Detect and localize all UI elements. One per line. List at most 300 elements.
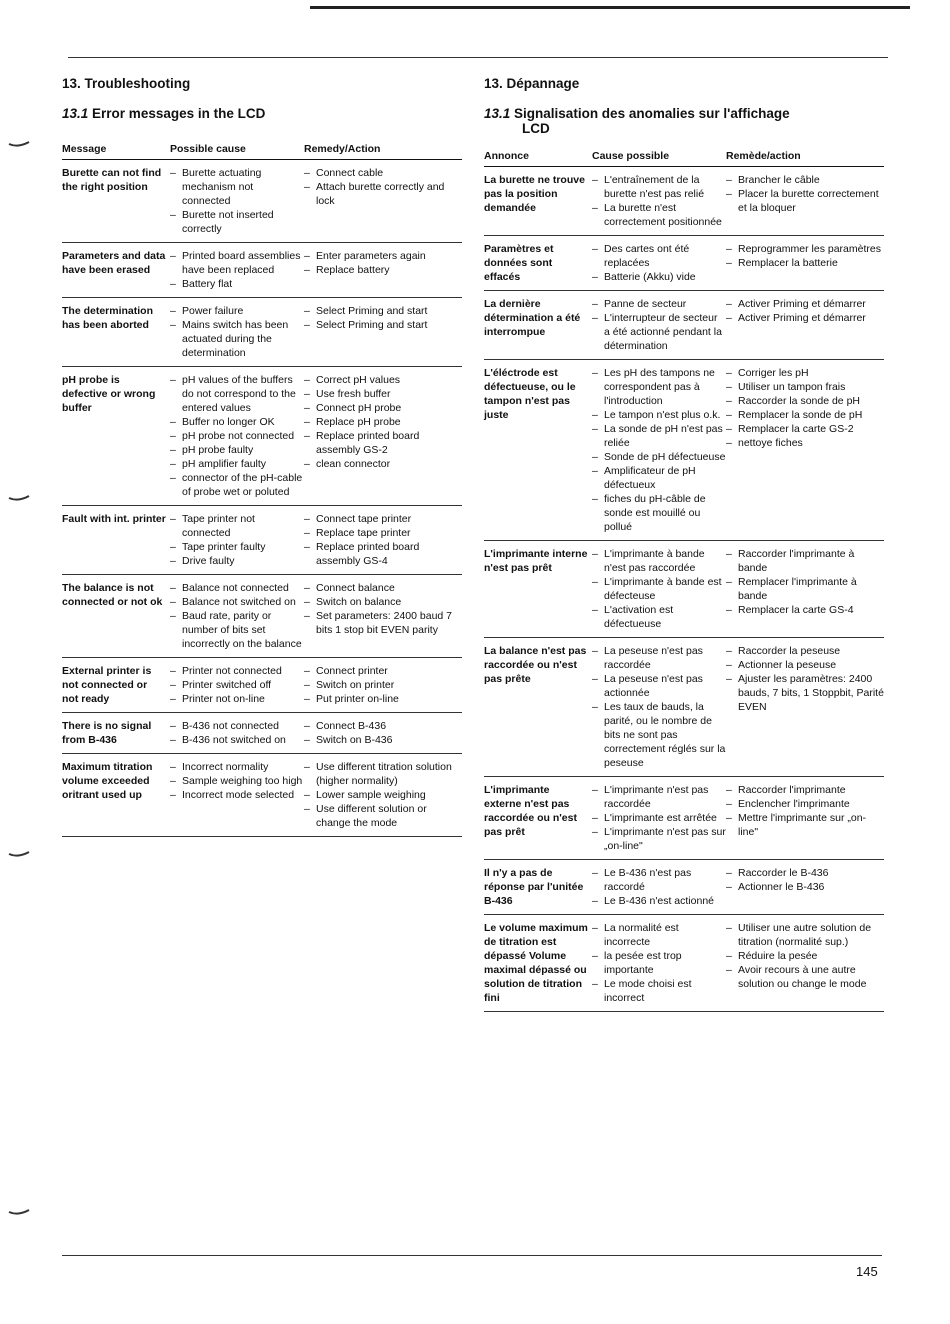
cause-text: Le tampon n'est plus o.k. [604,409,721,421]
dash-bullet: – [170,430,176,442]
table-row [62,367,462,506]
cause-text: Des cartes ont été replacées [604,243,690,269]
dash-bullet: – [726,922,732,934]
dash-bullet: – [304,803,310,815]
cause-text: L'activation est défectueuse [604,604,674,630]
cause-text: pH values of the buffers do not correspond to the entered values [182,374,296,414]
dash-bullet: – [592,367,598,379]
subsection-text: Error messages in the LCD [92,106,266,121]
remedy-text: Mettre l'imprimante sur „on-line" [738,812,867,838]
binder-hole-mark [8,850,30,858]
remedy-item [304,760,462,788]
cause-cell [592,360,726,541]
cause-item [170,788,304,802]
cause-item [592,201,726,229]
cause-text: L'imprimante à bande est défecteuse [604,576,722,602]
cause-item [592,811,726,825]
dash-bullet: – [170,374,176,386]
dash-bullet: – [726,881,732,893]
dash-bullet: – [592,423,598,435]
remedy-text: Corriger les pH [738,367,809,379]
cause-item [592,921,726,949]
remedy-text: Switch on printer [316,679,395,691]
cause-item [170,719,304,733]
dash-bullet: – [726,673,732,685]
cause-text: L'imprimante est arrêtée [604,812,717,824]
dash-bullet: – [592,202,598,214]
cause-text: Buffer no longer OK [182,416,275,428]
dash-bullet: – [592,243,598,255]
dash-bullet: – [726,298,732,310]
remedy-text: Replace printed board assembly GS-4 [316,541,420,567]
remedy-cell [304,367,462,506]
cause-item [170,457,304,471]
remedy-item [304,373,462,387]
remedy-text: Correct pH values [316,374,401,386]
cause-text: L'interrupteur de secteur a été actionné pendant la détermination [604,312,722,352]
remedy-cell [726,860,884,915]
remedy-item [726,921,884,949]
remedy-text: Enter parameters again [316,250,426,262]
cause-item [170,318,304,360]
cause-text: Le B-436 n'est actionné [604,895,714,907]
dash-bullet: – [304,693,310,705]
dash-bullet: – [304,610,310,622]
remedy-item [726,658,884,672]
cause-item [170,415,304,429]
remedy-item [726,866,884,880]
message-cell: Maximum titration volume exceeded oritrant used up [62,754,170,837]
cause-text: Sonde de pH défectueuse [604,451,726,463]
dash-bullet: – [170,209,176,221]
remedy-item [304,719,462,733]
remedy-text: Utiliser une autre solution de titration (normalité sup.) [738,922,872,948]
message-cell: La dernière détermination a été interrompue [484,291,592,360]
cause-text: La peseuse n'est pas actionnée [604,673,703,699]
table-row [484,236,884,291]
error-table [62,143,462,837]
message-cell: L'imprimante interne n'est pas prêt [484,541,592,638]
remedy-text: Lower sample weighing [316,789,426,801]
cause-text: Sample weighing too high [182,775,303,787]
table-row [62,160,462,243]
dash-bullet: – [304,181,310,193]
cause-text: Printer switched off [182,679,272,691]
remedy-item [726,380,884,394]
dash-bullet: – [592,604,598,616]
message-cell: La burette ne trouve pas la position demandée [484,167,592,236]
dash-bullet: – [592,701,598,713]
cause-text: pH amplifier faulty [182,458,267,470]
remedy-text: Replace printed board assembly GS-2 [316,430,420,456]
message-cell: There is no signal from B-436 [62,713,170,754]
dash-bullet: – [592,826,598,838]
subsection-text-line2: LCD [522,121,550,136]
dash-bullet: – [726,395,732,407]
header-remedy: Remedy/Action [304,143,462,160]
dash-bullet: – [726,548,732,560]
cause-text: La sonde de pH n'est pas reliée [604,423,723,449]
remedy-text: Raccorder l'imprimante à bande [738,548,855,574]
cause-item [592,603,726,631]
cause-cell [170,713,304,754]
dash-bullet: – [726,867,732,879]
remedy-text: Use fresh buffer [316,388,391,400]
remedy-text: nettoye fiches [738,437,803,449]
dash-bullet: – [304,679,310,691]
message-cell: Parameters and data have been erased [62,243,170,298]
remedy-text: Activer Priming et démarrer [738,312,866,324]
remedy-cell [304,243,462,298]
remedy-cell [726,541,884,638]
cause-cell [170,367,304,506]
remedy-text: Switch on B-436 [316,734,393,746]
remedy-text: Enclencher l'imprimante [738,798,850,810]
dash-bullet: – [592,493,598,505]
binder-hole-mark [8,494,30,502]
remedy-item [304,609,462,637]
table-row [484,167,884,236]
dash-bullet: – [304,430,310,442]
table-row [62,713,462,754]
dash-bullet: – [170,720,176,732]
cause-text: la pesée est trop importante [604,950,682,976]
cause-text: L'imprimante n'est pas sur „on-line" [604,826,726,852]
dash-bullet: – [170,305,176,317]
cause-item [592,783,726,811]
cause-item [170,208,304,236]
cause-item [592,297,726,311]
remedy-item [726,311,884,325]
dash-bullet: – [304,250,310,262]
dash-bullet: – [170,458,176,470]
dash-bullet: – [592,922,598,934]
dash-bullet: – [304,789,310,801]
dash-bullet: – [592,298,598,310]
cause-cell [170,160,304,243]
table-header-row [62,143,462,160]
cause-item [592,825,726,853]
table-body [62,160,462,837]
dash-bullet: – [726,312,732,324]
cause-text: La normalité est incorrecte [604,922,679,948]
remedy-item [726,575,884,603]
message-cell: External printer is not connected or not ready [62,658,170,713]
cause-item [592,366,726,408]
dash-bullet: – [304,665,310,677]
remedy-item [304,788,462,802]
header-message: Message [62,143,170,160]
cause-text: B-436 not connected [182,720,279,732]
cause-text: La peseuse n'est pas raccordée [604,645,703,671]
cause-item [170,512,304,540]
cause-item [170,760,304,774]
remedy-text: Remplacer la carte GS-4 [738,604,854,616]
subsection-number: 13.1 [62,106,89,121]
dash-bullet: – [170,665,176,677]
dash-bullet: – [592,950,598,962]
cause-text: pH probe not connected [182,430,295,442]
dash-bullet: – [304,374,310,386]
remedy-text: Actionner le B-436 [738,881,825,893]
dash-bullet: – [592,867,598,879]
cause-item [170,581,304,595]
message-cell: The determination has been aborted [62,298,170,367]
dash-bullet: – [170,596,176,608]
dash-bullet: – [726,964,732,976]
dash-bullet: – [170,610,176,622]
dash-bullet: – [304,596,310,608]
table-row [62,506,462,575]
dash-bullet: – [170,555,176,567]
cause-item [170,471,304,499]
remedy-text: Put printer on-line [316,693,399,705]
remedy-item [304,249,462,263]
cause-text: Printed board assemblies have been replaced [182,250,301,276]
cause-item [170,554,304,568]
cause-cell [592,291,726,360]
table-row [62,243,462,298]
cause-item [170,609,304,651]
dash-bullet: – [726,645,732,657]
remedy-text: Raccorder la sonde de pH [738,395,860,407]
table-row [484,360,884,541]
cause-cell [592,236,726,291]
table-header-row [484,150,884,167]
dash-bullet: – [170,775,176,787]
remedy-item [726,797,884,811]
cause-item [170,733,304,747]
remedy-text: Set parameters: 2400 baud 7 bits 1 stop bit EVEN parity [316,610,453,636]
dash-bullet: – [170,250,176,262]
cause-item [592,644,726,672]
cause-item [592,977,726,1005]
remedy-item [304,415,462,429]
dash-bullet: – [726,257,732,269]
remedy-text: Replace tape printer [316,527,411,539]
remedy-text: Select Priming and start [316,319,428,331]
dash-bullet: – [304,416,310,428]
remedy-item [726,242,884,256]
remedy-text: Utiliser un tampon frais [738,381,846,393]
cause-item [592,866,726,894]
cause-cell [170,658,304,713]
remedy-item [304,678,462,692]
dash-bullet: – [726,381,732,393]
remedy-item [726,547,884,575]
cause-item [592,700,726,770]
remedy-text: Connect cable [316,167,384,179]
remedy-text: Replace pH probe [316,416,401,428]
remedy-item [304,664,462,678]
cause-text: Incorrect mode selected [182,789,295,801]
dash-bullet: – [726,188,732,200]
table-row [62,754,462,837]
cause-text: Drive faulty [182,555,235,567]
dash-bullet: – [304,458,310,470]
remedy-text: Avoir recours à une autre solution ou change le mode [738,964,867,990]
cause-text: Incorrect normality [182,761,269,773]
cause-item [170,540,304,554]
remedy-cell [304,713,462,754]
header-message: Annonce [484,150,592,167]
remedy-text: Attach burette correctly and lock [316,181,445,207]
cause-item [592,672,726,700]
footer-rule [62,1255,882,1256]
remedy-item [726,811,884,839]
cause-text: Power failure [182,305,244,317]
remedy-text: Activer Priming et démarrer [738,298,866,310]
dash-bullet: – [170,167,176,179]
message-cell: pH probe is defective or wrong buffer [62,367,170,506]
cause-cell [592,915,726,1012]
remedy-cell [726,236,884,291]
cause-text: Printer not on-line [182,693,265,705]
remedy-text: Replace battery [316,264,390,276]
dash-bullet: – [170,734,176,746]
dash-bullet: – [170,761,176,773]
dash-bullet: – [170,278,176,290]
dash-bullet: – [304,761,310,773]
remedy-text: Placer la burette correctement et la bloquer [738,188,879,214]
dash-bullet: – [170,513,176,525]
dash-bullet: – [170,582,176,594]
dash-bullet: – [592,312,598,324]
cause-text: Le B-436 n'est pas raccordé [604,867,692,893]
remedy-item [726,963,884,991]
cause-item [592,464,726,492]
cause-cell [592,541,726,638]
remedy-text: Raccorder la peseuse [738,645,841,657]
dash-bullet: – [592,465,598,477]
remedy-item [304,180,462,208]
dash-bullet: – [592,812,598,824]
dash-bullet: – [170,541,176,553]
remedy-text: Remplacer la batterie [738,257,838,269]
table-body [484,167,884,1012]
remedy-item [304,166,462,180]
error-table [484,150,884,1012]
dash-bullet: – [726,576,732,588]
dash-bullet: – [304,513,310,525]
table-row [62,658,462,713]
cause-text: L'entraînement de la burette n'est pas relié [604,174,705,200]
cause-item [592,408,726,422]
header-remedy: Remède/action [726,150,884,167]
cause-text: Balance not switched on [182,596,296,608]
remedy-item [726,422,884,436]
subsection-title [62,106,462,121]
cause-item [170,692,304,706]
dash-bullet: – [726,367,732,379]
cause-item [592,450,726,464]
remedy-text: Remplacer la carte GS-2 [738,423,854,435]
remedy-item [304,457,462,471]
page-number: 145 [856,1264,878,1279]
cause-item [170,595,304,609]
remedy-item [726,394,884,408]
binder-hole-mark [8,140,30,148]
remedy-cell [304,575,462,658]
remedy-text: Remplacer la sonde de pH [738,409,863,421]
table-row [484,915,884,1012]
cause-item [170,277,304,291]
remedy-text: Select Priming and start [316,305,428,317]
cause-item [592,492,726,534]
remedy-text: Actionner la peseuse [738,659,837,671]
dash-bullet: – [170,319,176,331]
remedy-item [304,733,462,747]
remedy-item [726,949,884,963]
remedy-item [304,512,462,526]
message-cell: L'imprimante externe n'est pas raccordée ou n'est pas prêt [484,777,592,860]
cause-text: L'imprimante n'est pas raccordée [604,784,709,810]
dash-bullet: – [726,659,732,671]
dash-bullet: – [592,548,598,560]
remedy-text: Connect B-436 [316,720,387,732]
remedy-text: Connect pH probe [316,402,402,414]
table-row [484,860,884,915]
dash-bullet: – [592,895,598,907]
dash-bullet: – [304,305,310,317]
cause-item [592,422,726,450]
cause-text: L'imprimante à bande n'est pas raccordée [604,548,705,574]
dash-bullet: – [304,388,310,400]
message-cell: L'éléctrode est défectueuse, ou le tampon n'est pas juste [484,360,592,541]
remedy-item [304,318,462,332]
remedy-text: Connect printer [316,665,388,677]
dash-bullet: – [592,271,598,283]
dash-bullet: – [592,451,598,463]
english-column [62,76,462,837]
dash-bullet: – [592,978,598,990]
remedy-item [726,366,884,380]
dash-bullet: – [726,174,732,186]
remedy-item [304,595,462,609]
table-row [62,298,462,367]
remedy-cell [726,291,884,360]
header-rule [68,57,888,58]
remedy-item [304,540,462,568]
remedy-item [304,304,462,318]
cause-item [592,894,726,908]
remedy-cell [304,160,462,243]
cause-text: Tape printer not connected [182,513,255,539]
cause-text: Tape printer faulty [182,541,266,553]
cause-item [592,547,726,575]
remedy-text: clean connector [316,458,391,470]
message-cell: The balance is not connected or not ok [62,575,170,658]
cause-item [170,304,304,318]
cause-item [592,949,726,977]
cause-text: fiches du pH-câble de sonde est mouillé ou pollué [604,493,706,533]
message-cell: La balance n'est pas raccordée ou n'est pas prête [484,638,592,777]
dash-bullet: – [726,243,732,255]
cause-text: La burette n'est correctement positionnée [604,202,722,228]
cause-text: Burette actuating mechanism not connected [182,167,262,207]
dash-bullet: – [592,409,598,421]
dash-bullet: – [592,673,598,685]
dash-bullet: – [304,319,310,331]
cause-text: Amplificateur de pH défectueux [604,465,696,491]
remedy-item [304,401,462,415]
remedy-text: Réduire la pesée [738,950,818,962]
remedy-cell [726,360,884,541]
cause-cell [170,506,304,575]
message-cell: Fault with int. printer [62,506,170,575]
dash-bullet: – [304,264,310,276]
remedy-item [726,297,884,311]
